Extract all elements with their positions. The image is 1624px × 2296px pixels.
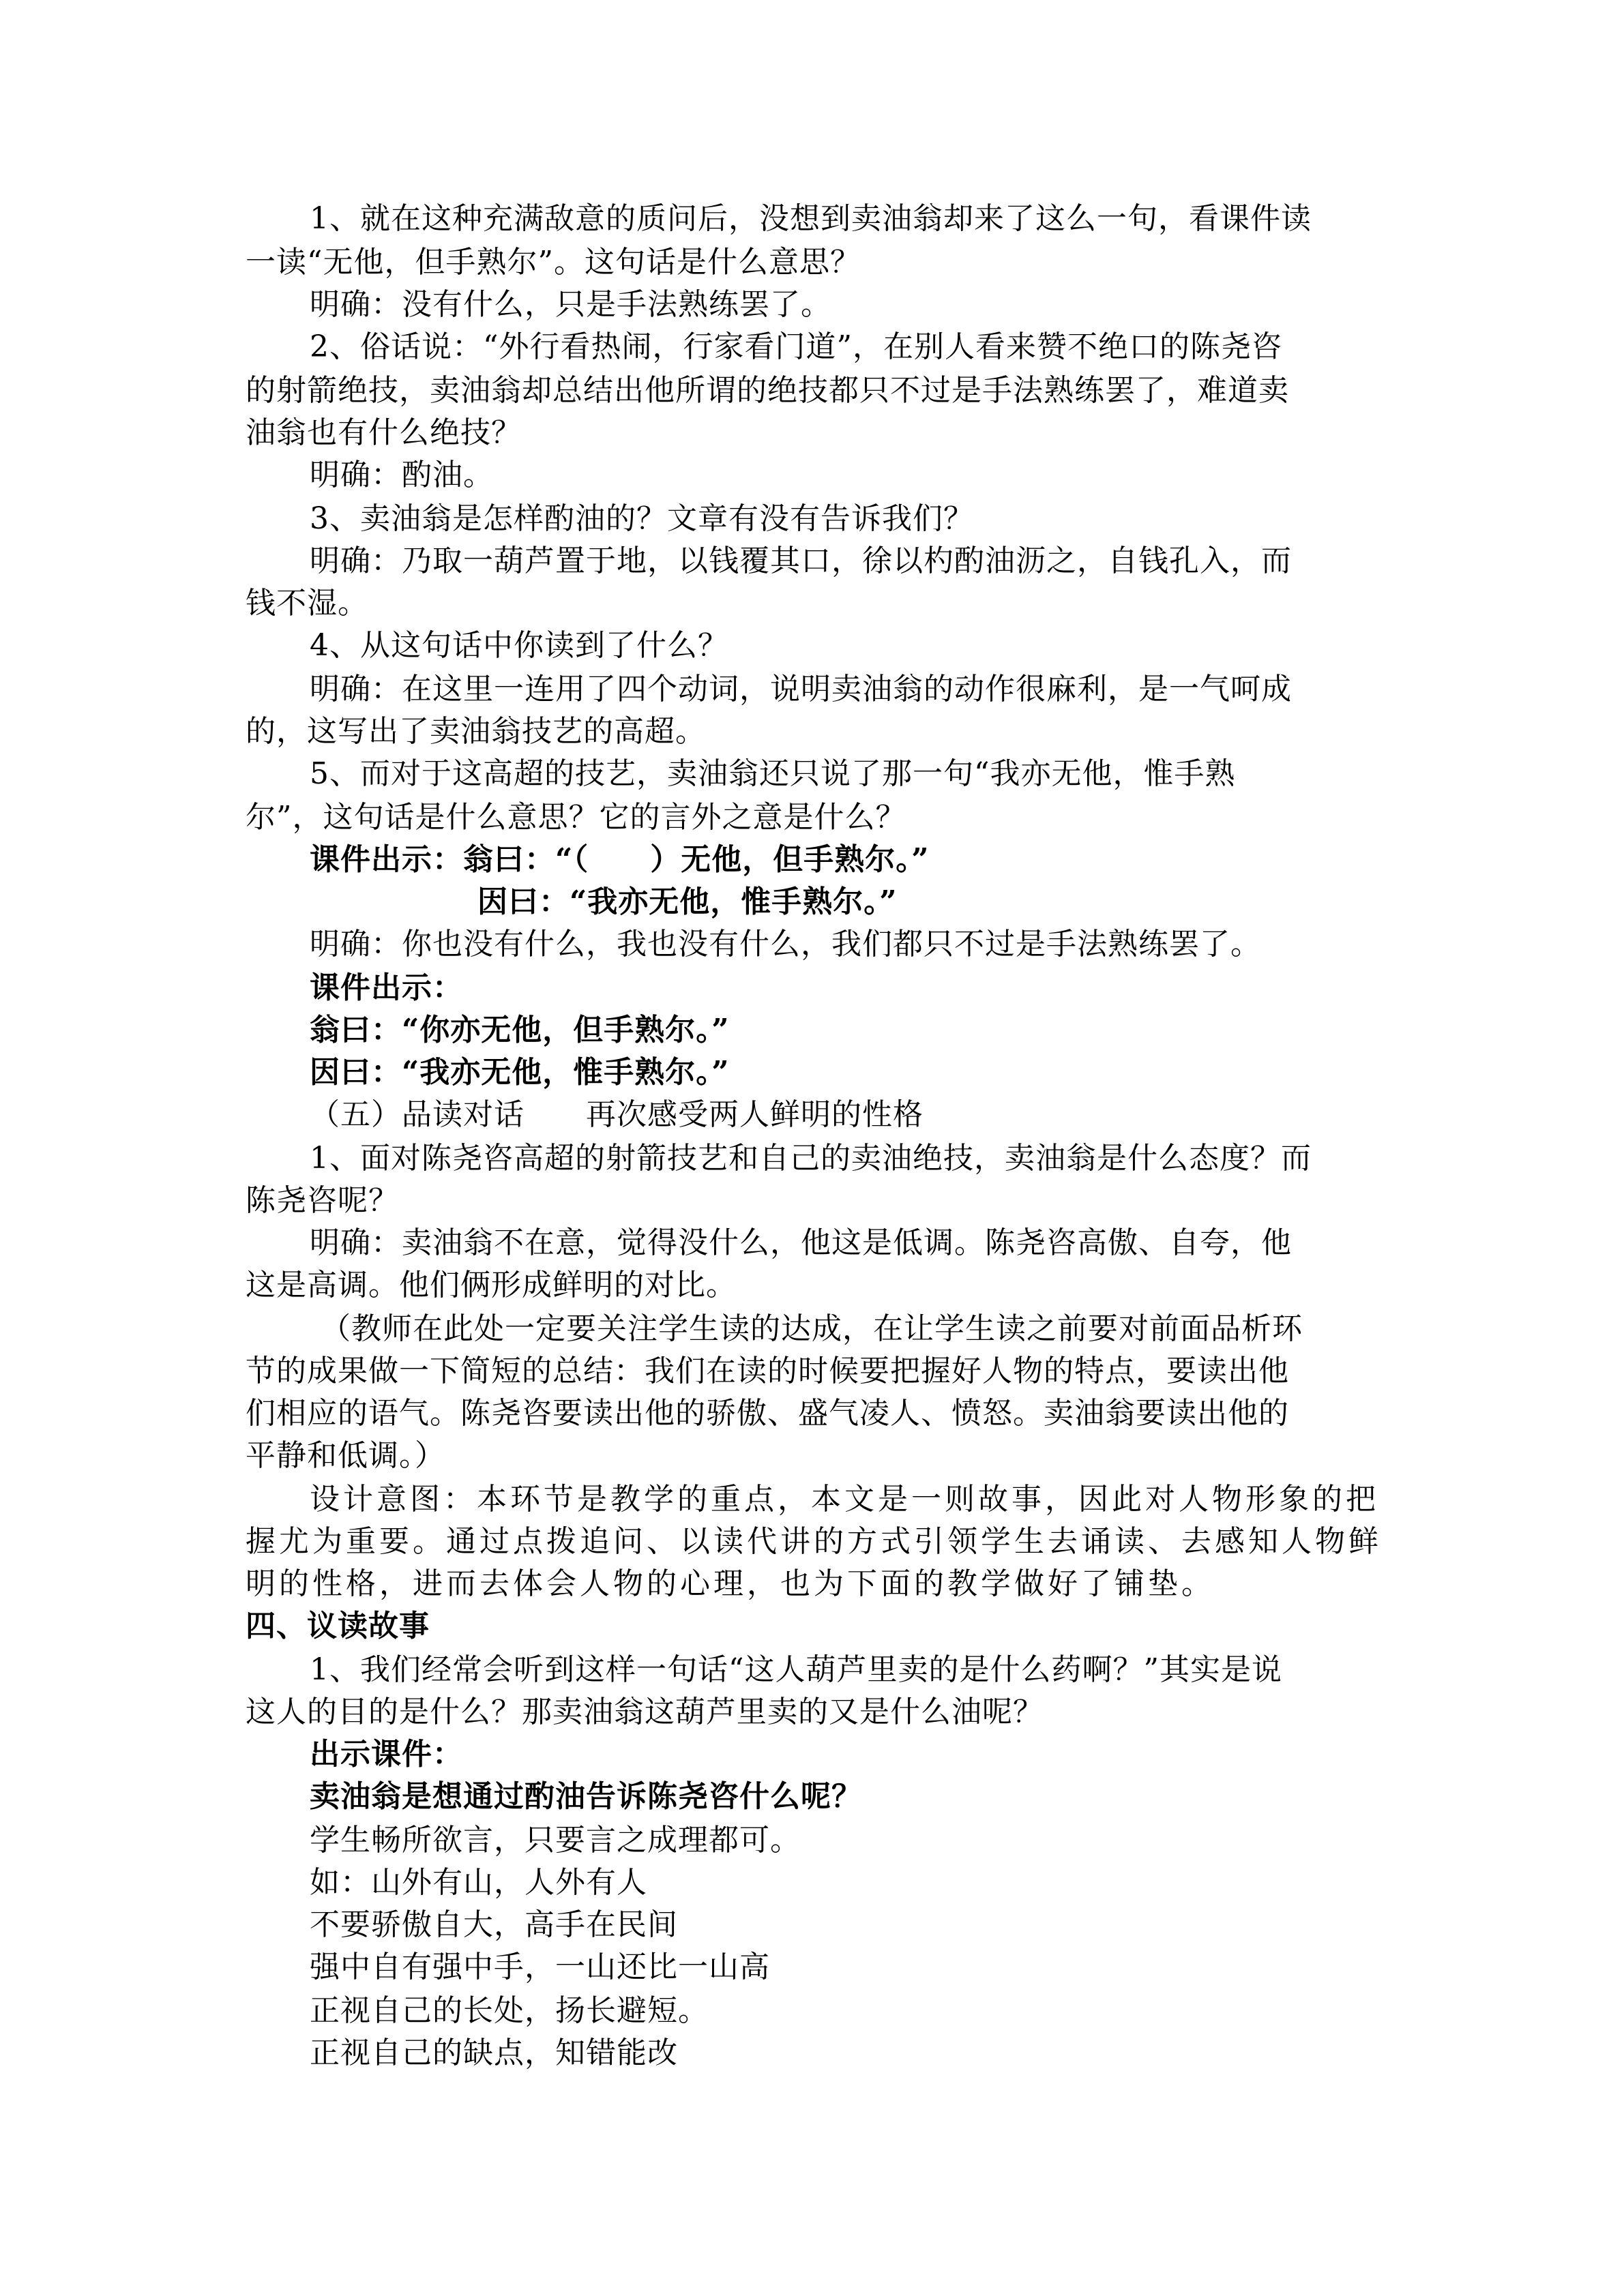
text-line: 一读“无他，但手熟尔”。这句话是什么意思？ xyxy=(246,245,861,280)
text-line: 1、面对陈尧咨高超的射箭技艺和自己的卖油绝技，卖油翁是什么态度？而 xyxy=(310,1141,1312,1176)
courseware-line: 翁曰：“你亦无他，但手熟尔。” xyxy=(310,1013,730,1047)
text-line: 的射箭绝技，卖油翁却总结出他所谓的绝技都只不过是手法熟练罢了，难道卖 xyxy=(246,373,1289,408)
text-line: （教师在此处一定要关注学生读的达成，在让学生读之前要对前面品析环 xyxy=(321,1311,1303,1346)
text-line: 4、从这句话中你读到了什么？ xyxy=(310,628,728,663)
courseware-heading: 课件出示： xyxy=(310,970,463,1005)
courseware-line: 因曰：“我亦无他，惟手熟尔。” xyxy=(477,884,898,919)
design-intent-line: 握尤为重要。通过点拨追问、以读代讲的方式引领学生去诵读、去感知人物鲜 xyxy=(246,1524,1382,1559)
text-line: 1、就在这种充满敌意的质问后，没想到卖油翁却来了这么一句，看课件读 xyxy=(310,201,1312,236)
text-line: 钱不湿。 xyxy=(246,586,368,621)
text-line: 2、俗话说：“外行看热闹，行家看门道”，在别人看来赞不绝口的陈尧咨 xyxy=(310,329,1282,364)
text-line: 平静和低调。） xyxy=(246,1438,445,1473)
text-line: 明确：卖油翁不在意，觉得没什么，他这是低调。陈尧咨高傲、自夸，他 xyxy=(310,1225,1292,1260)
design-intent-line: 明的性格，进而去体会人物的心理，也为下面的教学做好了铺垫。 xyxy=(246,1566,1215,1601)
text-line: 们相应的语气。陈尧咨要读出他的骄傲、盛气凌人、愤怒。卖油翁要读出他的 xyxy=(246,1396,1289,1431)
text-line: 明确：酌油。 xyxy=(310,458,494,492)
text-line: 明确：没有什么，只是手法熟练罢了。 xyxy=(310,287,831,322)
design-intent-line: 设计意图：本环节是教学的重点，本文是一则故事，因此对人物形象的把 xyxy=(310,1482,1379,1517)
text-line: 正视自己的长处，扬长避短。 xyxy=(310,1993,709,2028)
courseware-line: 卖油翁是想通过酌油告诉陈尧咨什么呢？ xyxy=(310,1779,862,1814)
courseware-heading: 出示课件： xyxy=(310,1737,463,1772)
text-line: 的，这写出了卖油翁技艺的高超。 xyxy=(246,714,706,749)
text-line: 陈尧咨呢？ xyxy=(246,1183,399,1218)
text-line: 油翁也有什么绝技？ xyxy=(246,415,522,450)
text-line: 学生畅所欲言，只要言之成理都可。 xyxy=(310,1823,801,1858)
text-line: 强中自有强中手，一山还比一山高 xyxy=(310,1950,770,1984)
courseware-line: 课件出示：翁曰：“（ ）无他，但手熟尔。” xyxy=(310,842,930,877)
text-line: 明确：在这里一连用了四个动词，说明卖油翁的动作很麻利，是一气呵成 xyxy=(310,672,1292,706)
section-subheading: （五）品读对话 再次感受两人鲜明的性格 xyxy=(310,1097,924,1132)
text-line: 这人的目的是什么？那卖油翁这葫芦里卖的又是什么油呢？ xyxy=(246,1695,1044,1729)
text-line: 明确：乃取一葫芦置于地，以钱覆其口，徐以杓酌油沥之，自钱孔入，而 xyxy=(310,543,1292,578)
text-line: 1、我们经常会听到这样一句话“这人葫芦里卖的是什么药啊？”其实是说 xyxy=(310,1652,1282,1687)
text-line: 不要骄傲自大，高手在民间 xyxy=(310,1907,678,1942)
text-line: 3、卖油翁是怎样酌油的？文章有没有告诉我们？ xyxy=(310,501,974,536)
text-line: 明确：你也没有什么，我也没有什么，我们都只不过是手法熟练罢了。 xyxy=(310,927,1261,961)
text-line: 尔”，这句话是什么意思？它的言外之意是什么？ xyxy=(246,800,906,835)
text-line: 这是高调。他们俩形成鲜明的对比。 xyxy=(246,1268,737,1302)
text-line: 正视自己的缺点，知错能改 xyxy=(310,2036,678,2070)
text-line: 如：山外有山，人外有人 xyxy=(310,1865,647,1900)
text-line: 节的成果做一下简短的总结：我们在读的时候要把握好人物的特点，要读出他 xyxy=(246,1354,1289,1388)
courseware-line: 因曰：“我亦无他，惟手熟尔。” xyxy=(310,1055,730,1090)
text-line: 5、而对于这高超的技艺，卖油翁还只说了那一句“我亦无他，惟手熟 xyxy=(310,756,1236,791)
section-heading: 四、议读故事 xyxy=(246,1609,430,1643)
